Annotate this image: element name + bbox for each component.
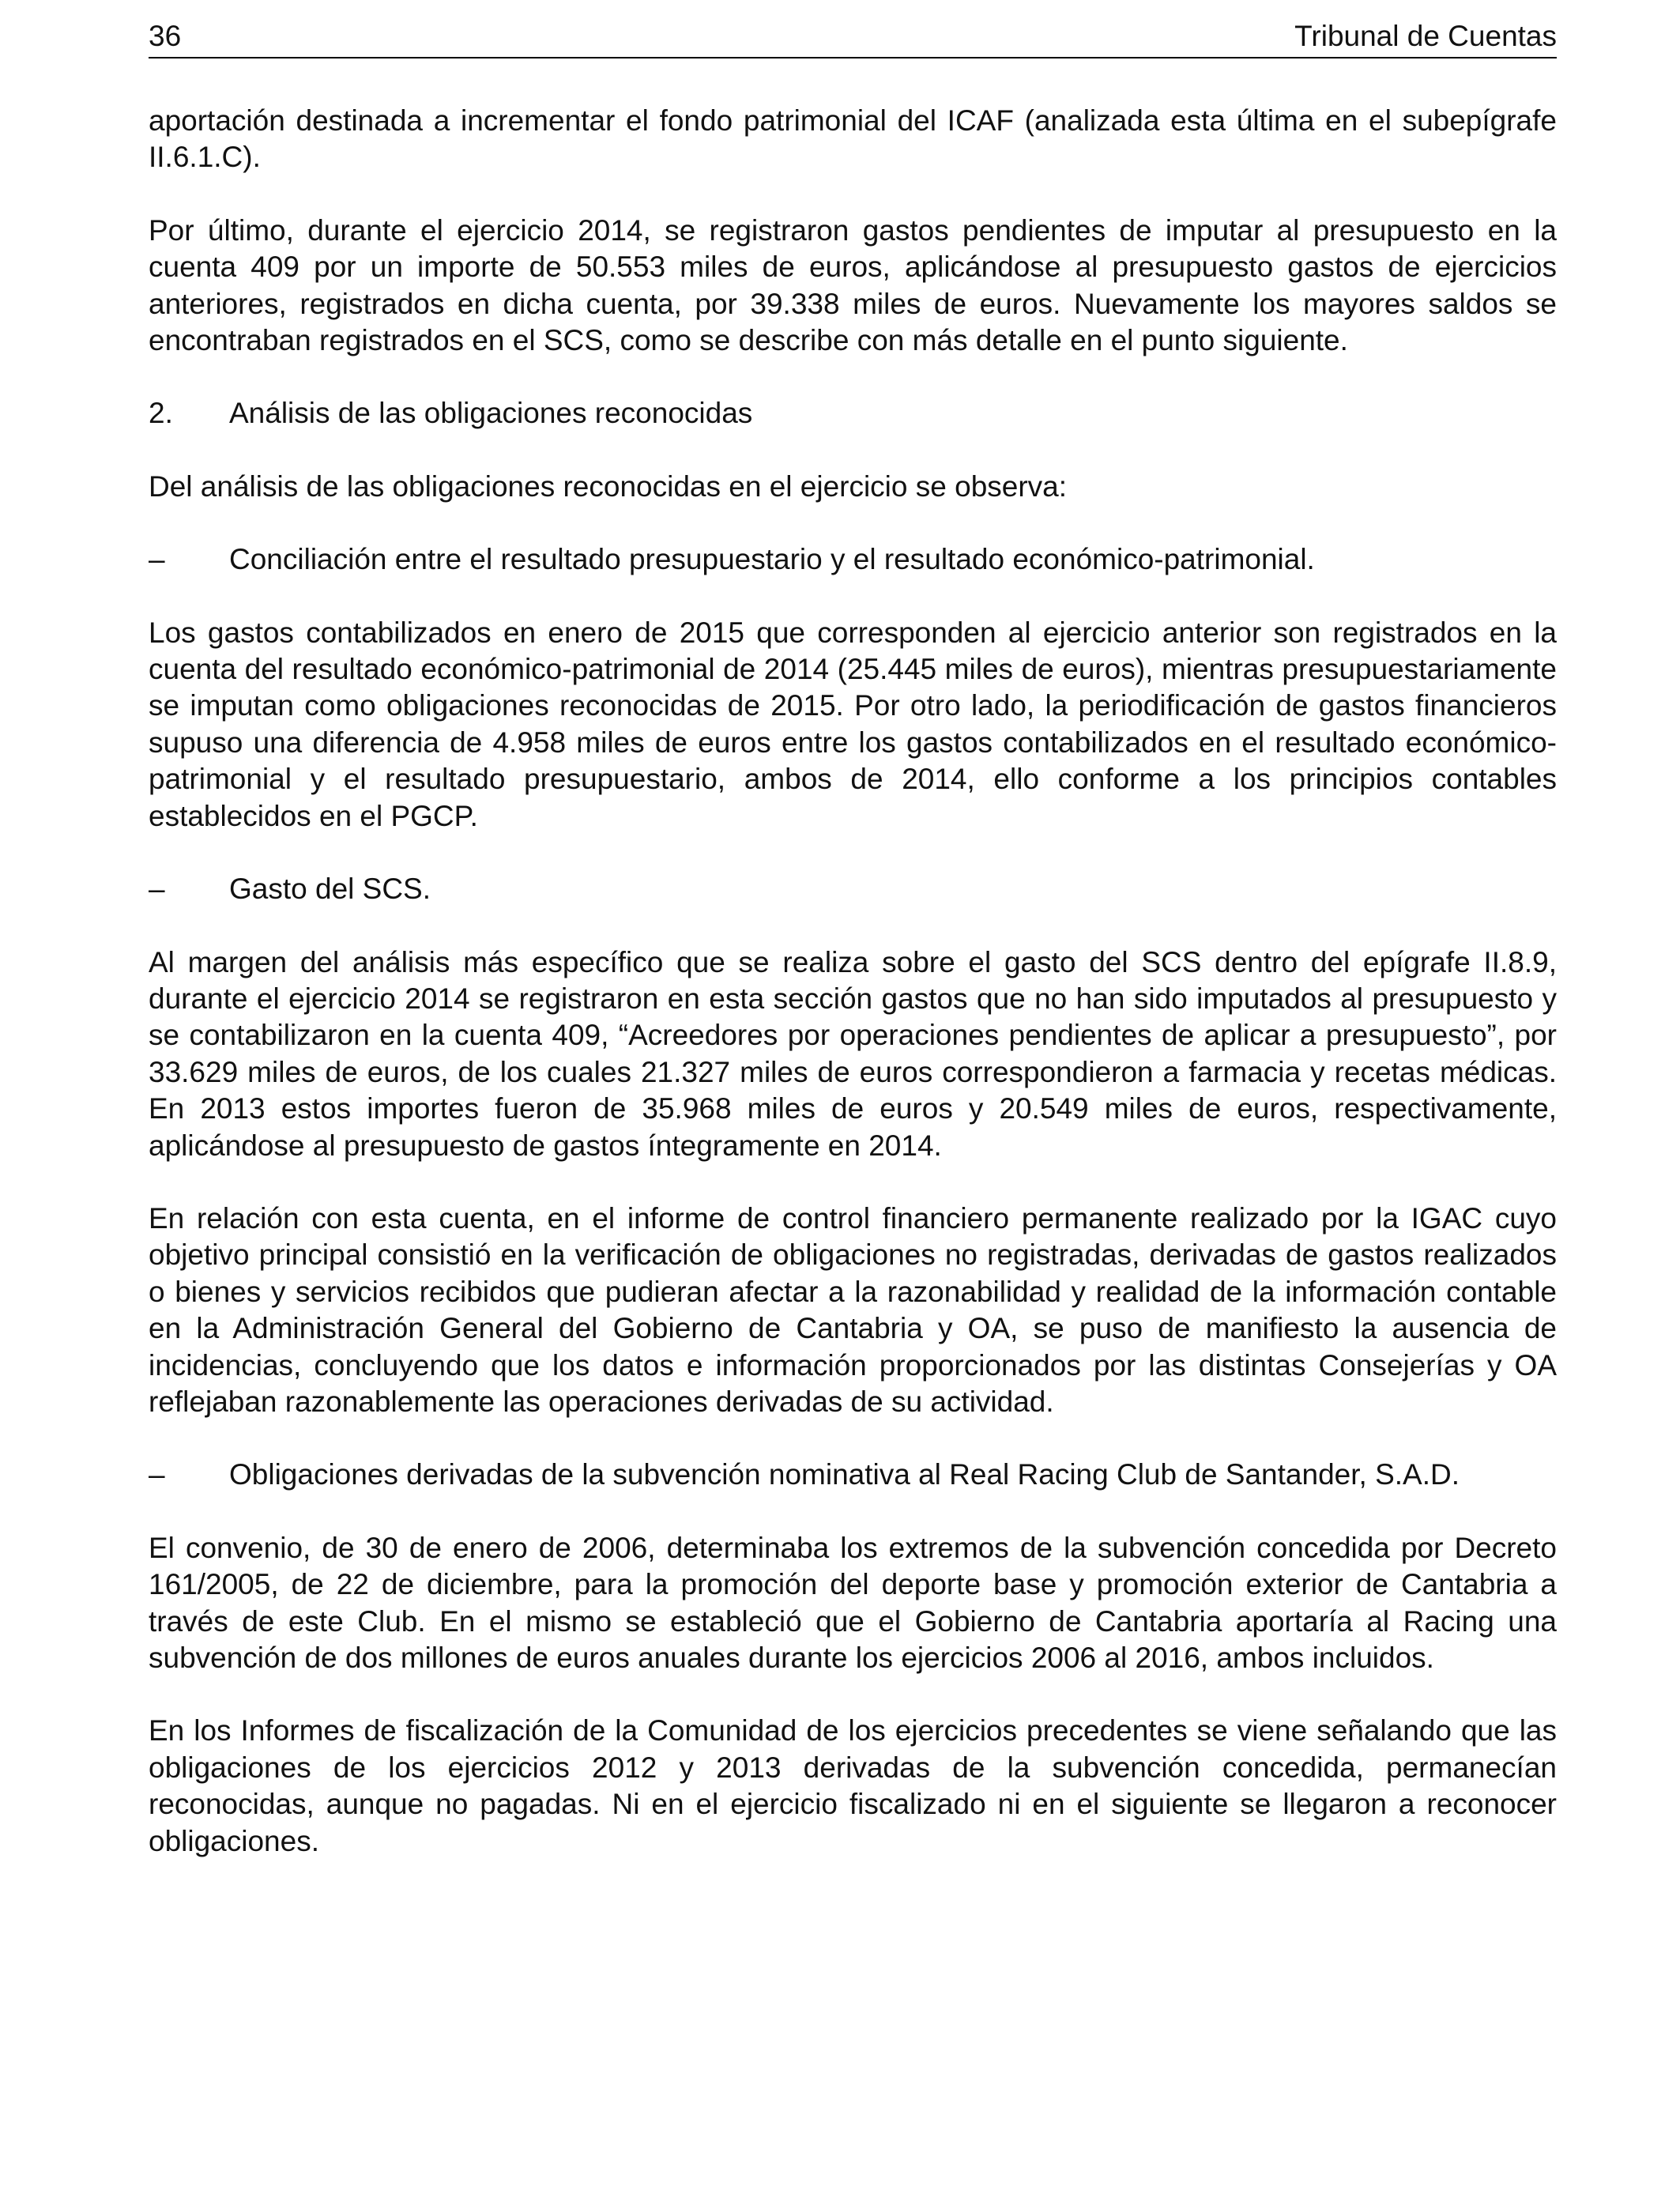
paragraph-scs-expense: Al margen del análisis más específico que se realiza sobre el gasto del SCS dentro del epígrafe II.8.9, durante el ejercicio 2014 se registraron en esta sección gastos que no han sido imputados al presupuesto y se contabilizaron en la cuenta 409, “Acreedores por operaciones pendientes de aplicar a presupuesto”, por 33.629 miles de euros, de los cuales 21.327 miles de euros correspondieron a farmacia y recetas médicas. En 2013 estos importes fueron de 35.968 miles de euros y 20.549 miles de euros, respectivamente, aplicándose al presupuesto de gastos íntegramente en 2014. xyxy=(149,945,1557,1162)
dash-marker: – xyxy=(149,1458,165,1491)
bullet-item xyxy=(149,871,1557,907)
bullet-item xyxy=(149,541,1557,578)
section-number: 2. xyxy=(149,397,173,430)
page-header xyxy=(149,19,1557,58)
section-heading xyxy=(149,395,1557,432)
dash-marker: – xyxy=(149,543,165,576)
bullet-text: Obligaciones derivadas de la subvención nominativa al Real Racing Club de Santander, S.A.D. xyxy=(229,1458,1460,1491)
paragraph-continuation: aportación destinada a incrementar el fondo patrimonial del ICAF (analizada esta última en el subepígrafe II.6.1.C). xyxy=(149,104,1557,174)
bullet-text: Gasto del SCS. xyxy=(229,873,431,906)
bullet-text: Conciliación entre el resultado presupuestario y el resultado económico-patrimonial. xyxy=(229,543,1315,576)
paragraph-pending-expenses: Por último, durante el ejercicio 2014, se registraron gastos pendientes de imputar al presupuesto en la cuenta 409 por un importe de 50.553 miles de euros, aplicándose al presupuesto gastos de ejercicios anteriores, registrados en dicha cuenta, por 39.338 miles de euros. Nuevamente los mayores saldos se encontraban registrados en el SCS, como se describe con más detalle en el punto siguiente. xyxy=(149,213,1557,357)
paragraph-agreement: El convenio, de 30 de enero de 2006, determinaba los extremos de la subvención concedida por Decreto 161/2005, de 22 de diciembre, para la promoción del deporte base y promoción exterior de Cantabria a través de este Club. En el mismo se estableció que el Gobierno de Cantabria aportaría al Racing una subvención de dos millones de euros anuales durante los ejercicios 2006 al 2016, ambos incluidos. xyxy=(149,1531,1557,1674)
paragraph-intro: Del análisis de las obligaciones reconocidas en el ejercicio se observa: xyxy=(149,469,1068,503)
paragraph-audit-reports: En los Informes de fiscalización de la Comunidad de los ejercicios precedentes se viene señalando que las obligaciones de los ejercicios 2012 y 2013 derivadas de la subvención concedida, permanecían reconocidas, aunque no pagadas. Ni en el ejercicio fiscalizado ni en el siguiente se llegaron a reconocer obligaciones. xyxy=(149,1714,1557,1857)
bullet-item xyxy=(149,1457,1557,1493)
paragraph-reconciliation: Los gastos contabilizados en enero de 2015 que corresponden al ejercicio anterior son registrados en la cuenta del resultado económico-patrimonial de 2014 (25.445 miles de euros), mientras presupuestariamente se imputan como obligaciones reconocidas de 2015. Por otro lado, la periodificación de gastos financieros supuso una diferencia de 4.958 miles de euros entre los gastos contabilizados en el resultado económico-patrimonial y el resultado presupuestario, ambos de 2014, ello conforme a los principios contables establecidos en el PGCP. xyxy=(149,616,1557,832)
page-number: 36 xyxy=(149,20,182,52)
section-title: Análisis de las obligaciones reconocidas xyxy=(229,397,753,430)
paragraph-igac-report: En relación con esta cuenta, en el informe de control financiero permanente realizado por la IGAC cuyo objetivo principal consistió en la verificación de obligaciones no registradas, derivadas de gastos realizados o bienes y servicios recibidos que pudieran afectar a la razonabilidad y realidad de la información contable en la Administración General del Gobierno de Cantabria y OA, se puso de manifiesto la ausencia de incidencias, concluyendo que los datos e información proporcionados por las distintas Consejerías y OA reflejaban razonablemente las operaciones derivadas de su actividad. xyxy=(149,1201,1557,1418)
page-body xyxy=(149,103,1557,1860)
publication-title: Tribunal de Cuentas xyxy=(1294,20,1557,52)
dash-marker: – xyxy=(149,873,165,906)
document-page xyxy=(149,19,1557,1896)
